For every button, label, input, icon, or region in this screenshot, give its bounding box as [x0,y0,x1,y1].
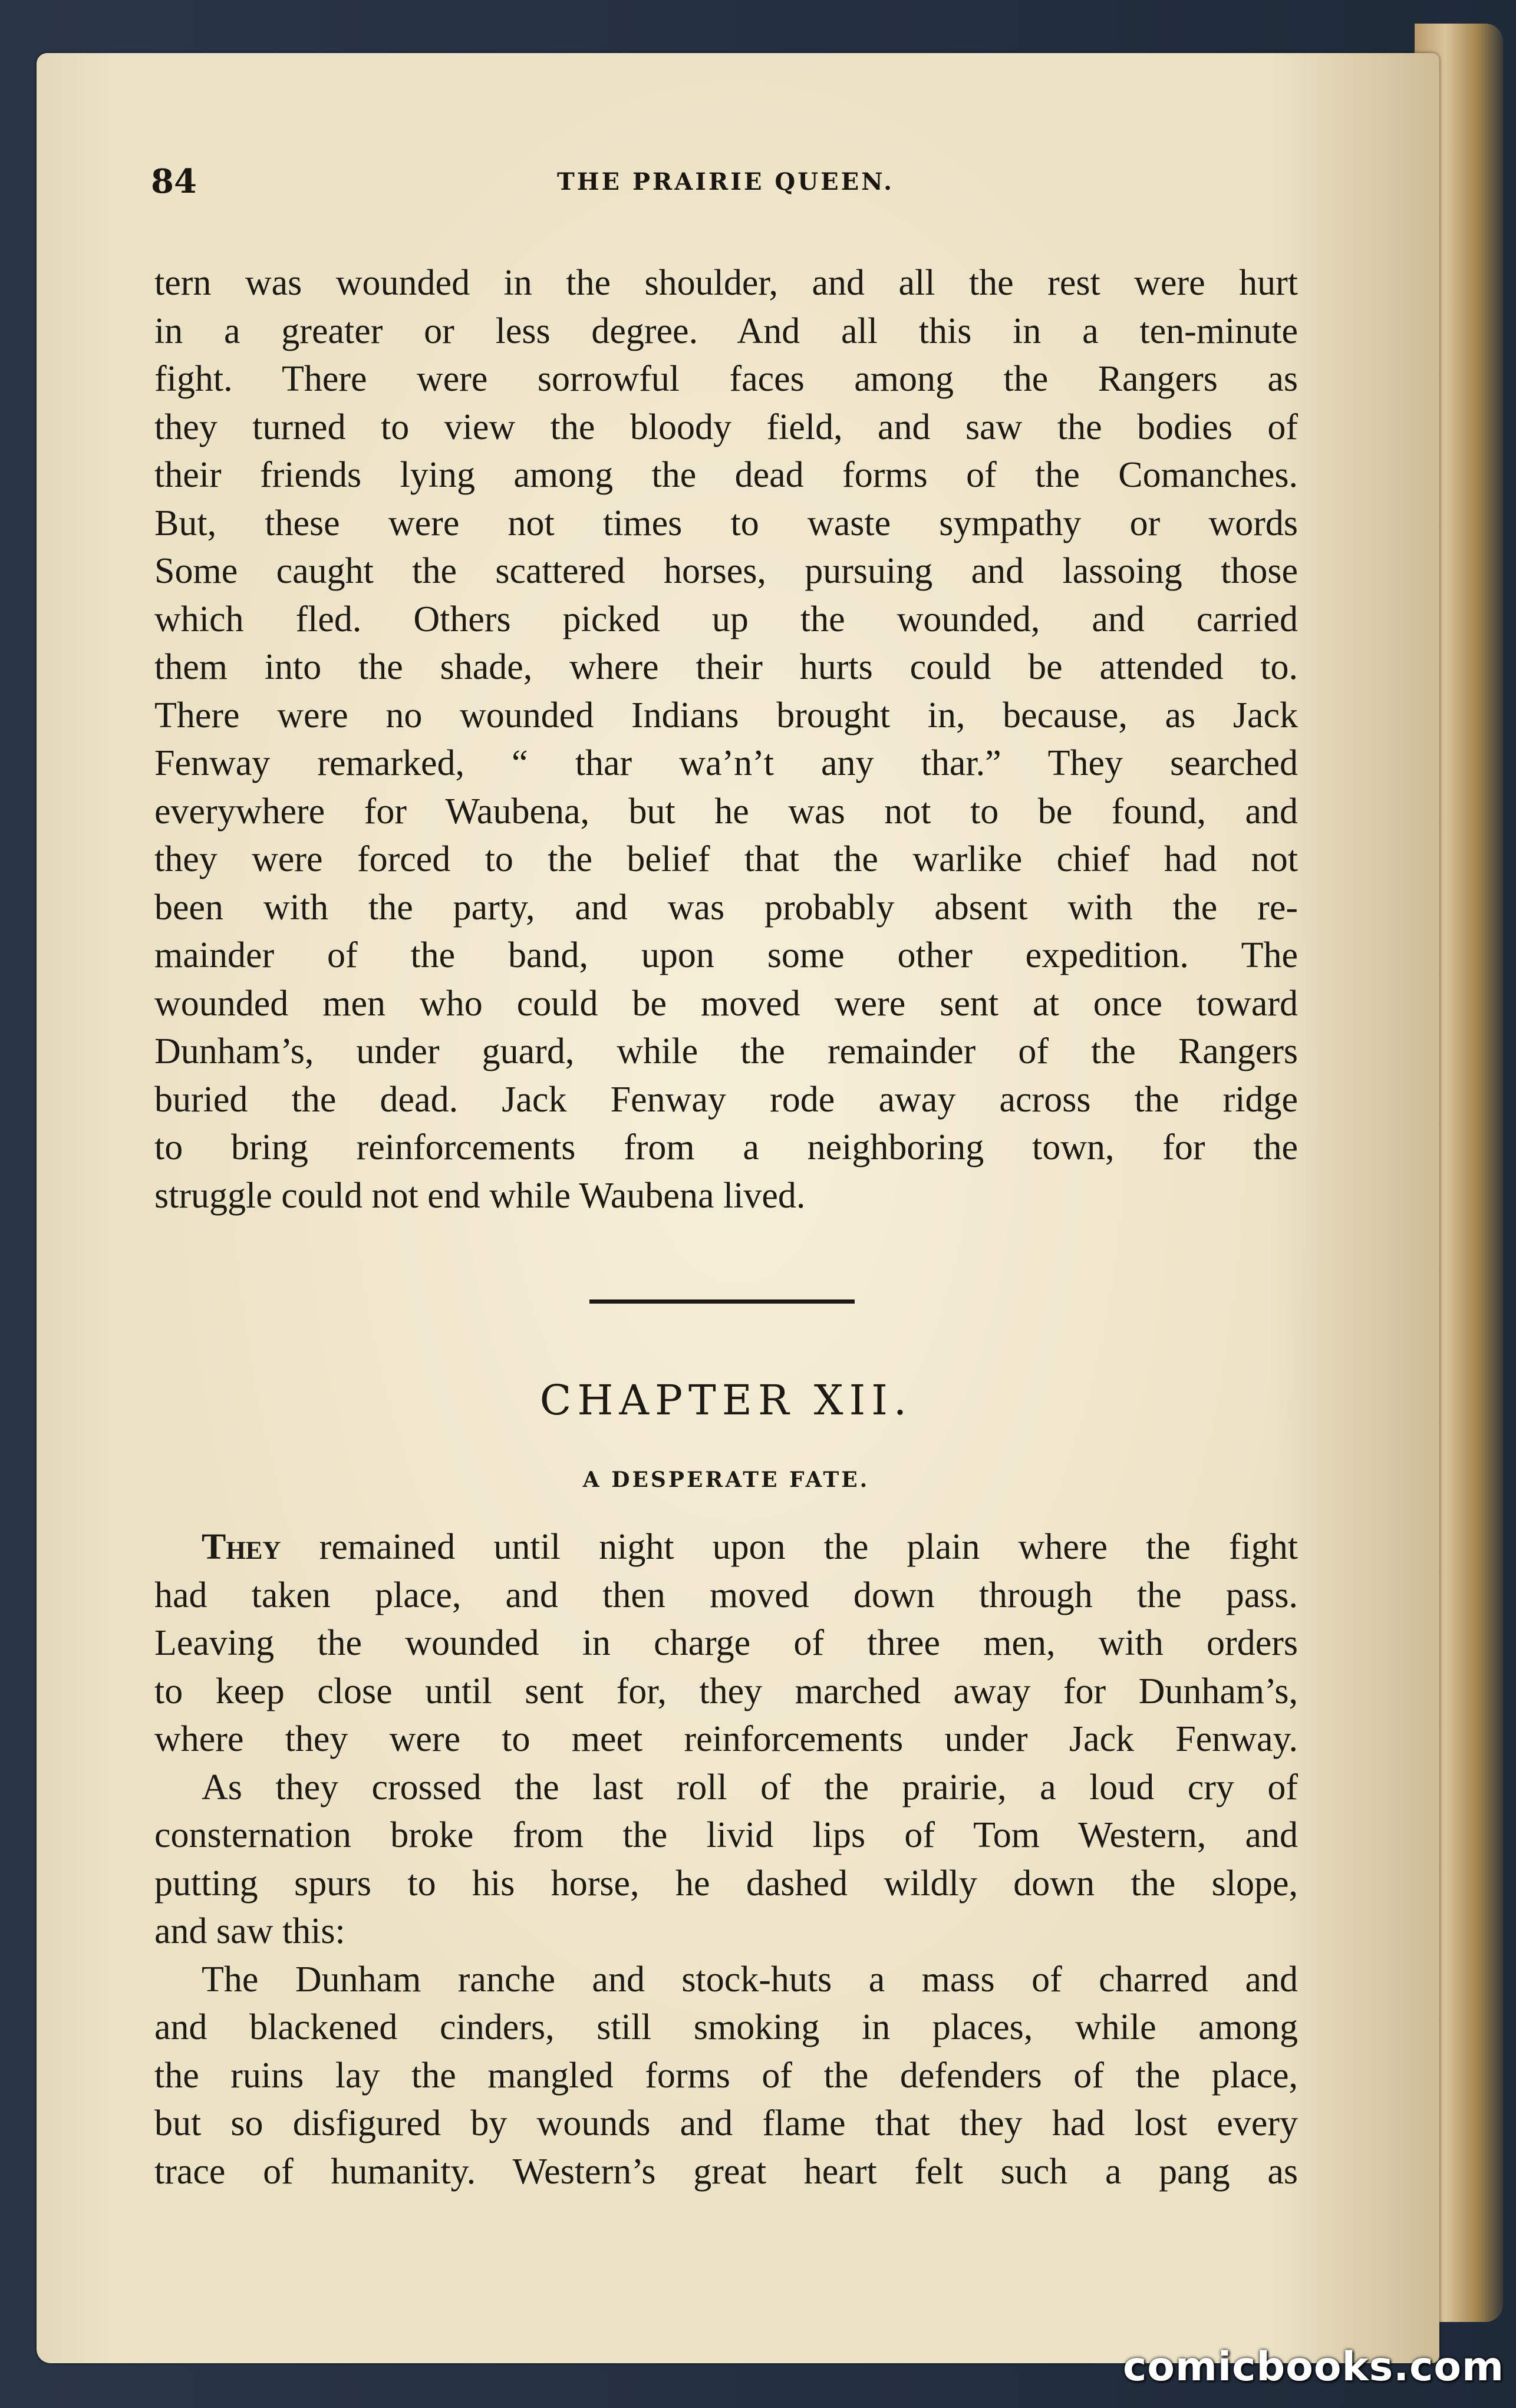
text-line: been with the party, and was probably absent with the re- [154,887,1298,928]
chapter-title: CHAPTER XII. [539,1376,913,1424]
text-line: Dunham’s, under guard, while the remainder of the Rangers [154,1031,1298,1071]
text-line: and saw this: [154,1911,345,1951]
running-head: THE PRAIRIE QUEEN. [556,168,895,196]
text-line: As they crossed the last roll of the prairie, a loud cry of [202,1767,1298,1807]
text-line: where they were to meet reinforcements under Jack Fenway. [154,1719,1298,1759]
drop-word: They [202,1527,281,1567]
text-line: and blackened cinders, still smoking in places, while among [154,2007,1298,2047]
paragraph-chapter-xii [154,1523,1298,2196]
text-line: them into the shade, where their hurts could be attended to. [154,647,1298,687]
paragraph-chapter-xi-end [154,259,1298,1220]
text-line: Leaving the wounded in charge of three men, with orders [154,1623,1298,1663]
text-line: There were no wounded Indians brought in, because, as Jack [154,695,1298,735]
text-line: the ruins lay the mangled forms of the defenders of the place, [154,2055,1298,2096]
text-line: fight. There were sorrowful faces among the Rangers as [154,359,1298,399]
text-line-rest: remained until night upon the plain where the fight [281,1527,1298,1567]
page-number: 84 [151,162,197,201]
text-line: consternation broke from the livid lips of Tom Western, and [154,1815,1298,1855]
text-line: tern was wounded in the shoulder, and all the rest were hurt [154,263,1298,303]
text-line: everywhere for Waubena, but he was not to be found, and [154,791,1298,832]
section-divider-rule [589,1299,855,1304]
text-line: The Dunham ranche and stock-huts a mass of charred and [202,1959,1298,2000]
text-line: to bring reinforcements from a neighboring town, for the [154,1127,1298,1167]
text-line: putting spurs to his horse, he dashed wildly down the slope, [154,1863,1298,1904]
text-line: to keep close until sent for, they marched away for Dunham’s, [154,1671,1298,1711]
text-line: wounded men who could be moved were sent at once toward [154,983,1298,1024]
text-line: in a greater or less degree. And all this in a ten-minute [154,311,1298,351]
text-line: mainder of the band, upon some other expedition. The [154,935,1298,975]
page-header [151,162,1300,203]
text-line-first [154,1523,1298,1572]
text-line: Fenway remarked, “ thar wa’n’t any thar.” They searched [154,743,1298,783]
text-line: they turned to view the bloody field, and saw the bodies of [154,407,1298,447]
text-line: struggle could not end while Waubena lived. [154,1175,806,1216]
text-line: had taken place, and then moved down through the pass. [154,1575,1298,1615]
text-line: trace of humanity. Western’s great heart felt such a pang as [154,2151,1298,2192]
watermark: comicbooks.com [1122,2344,1504,2390]
text-line: they were forced to the belief that the warlike chief had not [154,839,1298,879]
text-line: Some caught the scattered horses, pursuing and lassoing those [154,551,1298,591]
text-line: their friends lying among the dead forms of the Comanches. [154,455,1298,495]
text-line: buried the dead. Jack Fenway rode away across the ridge [154,1079,1298,1120]
text-line: but so disfigured by wounds and flame that they had lost every [154,2103,1298,2143]
text-line: But, these were not times to waste sympathy or words [154,503,1298,543]
chapter-subtitle: A DESPERATE FATE. [582,1467,870,1492]
text-line: which fled. Others picked up the wounded, and carried [154,599,1298,639]
